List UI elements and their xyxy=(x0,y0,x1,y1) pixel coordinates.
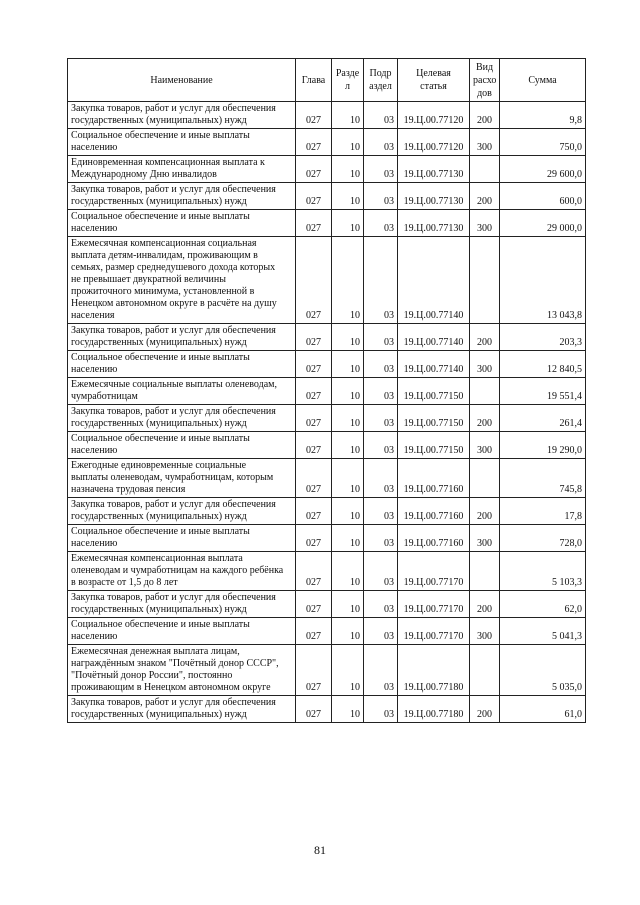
row-target: 19.Ц.00.77140 xyxy=(398,324,470,351)
row-subsection: 03 xyxy=(364,459,398,498)
row-section: 10 xyxy=(332,618,364,645)
row-chapter: 027 xyxy=(296,645,332,696)
row-target: 19.Ц.00.77160 xyxy=(398,498,470,525)
row-chapter: 027 xyxy=(296,351,332,378)
row-amount: 745,8 xyxy=(500,459,586,498)
budget-table xyxy=(67,58,586,723)
row-name: Социальное обеспечение и иные выплаты населению xyxy=(68,210,296,237)
row-chapter: 027 xyxy=(296,525,332,552)
row-type: 200 xyxy=(470,102,500,129)
row-name: Закупка товаров, работ и услуг для обеспечения государственных (муниципальных) нужд xyxy=(68,405,296,432)
row-type: 200 xyxy=(470,405,500,432)
table-row xyxy=(68,525,586,552)
row-amount: 61,0 xyxy=(500,696,586,723)
header-target: Целевая статья xyxy=(398,59,470,102)
row-section: 10 xyxy=(332,183,364,210)
table-row xyxy=(68,237,586,324)
row-amount: 600,0 xyxy=(500,183,586,210)
row-section: 10 xyxy=(332,459,364,498)
row-subsection: 03 xyxy=(364,498,398,525)
row-chapter: 027 xyxy=(296,459,332,498)
row-name: Ежемесячные социальные выплаты оленеводам, чумработницам xyxy=(68,378,296,405)
table-row xyxy=(68,210,586,237)
table-row xyxy=(68,498,586,525)
table-row xyxy=(68,129,586,156)
row-type: 300 xyxy=(470,351,500,378)
row-amount: 13 043,8 xyxy=(500,237,586,324)
row-chapter: 027 xyxy=(296,129,332,156)
row-target: 19.Ц.00.77160 xyxy=(398,525,470,552)
row-name: Закупка товаров, работ и услуг для обеспечения государственных (муниципальных) нужд xyxy=(68,591,296,618)
row-name: Социальное обеспечение и иные выплаты населению xyxy=(68,129,296,156)
row-amount: 261,4 xyxy=(500,405,586,432)
row-chapter: 027 xyxy=(296,378,332,405)
row-subsection: 03 xyxy=(364,525,398,552)
row-chapter: 027 xyxy=(296,432,332,459)
row-name: Социальное обеспечение и иные выплаты населению xyxy=(68,618,296,645)
row-amount: 62,0 xyxy=(500,591,586,618)
header-subsection: Подр аздел xyxy=(364,59,398,102)
header-amount: Сумма xyxy=(500,59,586,102)
row-target: 19.Ц.00.77180 xyxy=(398,645,470,696)
row-chapter: 027 xyxy=(296,405,332,432)
row-amount: 17,8 xyxy=(500,498,586,525)
row-section: 10 xyxy=(332,156,364,183)
table-body xyxy=(68,102,586,723)
row-target: 19.Ц.00.77150 xyxy=(398,405,470,432)
row-amount: 9,8 xyxy=(500,102,586,129)
row-section: 10 xyxy=(332,498,364,525)
row-subsection: 03 xyxy=(364,237,398,324)
row-type xyxy=(470,645,500,696)
row-section: 10 xyxy=(332,525,364,552)
row-type: 300 xyxy=(470,210,500,237)
table-row xyxy=(68,324,586,351)
row-name: Ежемесячная компенсационная выплата оленеводам и чумработницам на каждого ребёнка в возрасте от 1,5 до 8 лет xyxy=(68,552,296,591)
table-row xyxy=(68,156,586,183)
row-amount: 19 290,0 xyxy=(500,432,586,459)
row-amount: 5 041,3 xyxy=(500,618,586,645)
row-name: Социальное обеспечение и иные выплаты населению xyxy=(68,432,296,459)
row-type: 200 xyxy=(470,591,500,618)
row-name: Социальное обеспечение и иные выплаты населению xyxy=(68,525,296,552)
row-section: 10 xyxy=(332,351,364,378)
header-section: Разде л xyxy=(332,59,364,102)
row-section: 10 xyxy=(332,696,364,723)
row-chapter: 027 xyxy=(296,498,332,525)
row-type xyxy=(470,237,500,324)
row-subsection: 03 xyxy=(364,618,398,645)
row-section: 10 xyxy=(332,645,364,696)
row-chapter: 027 xyxy=(296,591,332,618)
row-section: 10 xyxy=(332,378,364,405)
row-amount: 29 000,0 xyxy=(500,210,586,237)
row-type xyxy=(470,552,500,591)
row-target: 19.Ц.00.77130 xyxy=(398,156,470,183)
row-name: Ежегодные единовременные социальные выплаты оленеводам, чумработницам, которым назначена трудовая пенсия xyxy=(68,459,296,498)
row-subsection: 03 xyxy=(364,378,398,405)
row-amount: 5 103,3 xyxy=(500,552,586,591)
table-row xyxy=(68,645,586,696)
row-name: Закупка товаров, работ и услуг для обеспечения государственных (муниципальных) нужд xyxy=(68,324,296,351)
row-subsection: 03 xyxy=(364,210,398,237)
header-chapter: Глава xyxy=(296,59,332,102)
table-row xyxy=(68,378,586,405)
row-section: 10 xyxy=(332,210,364,237)
row-target: 19.Ц.00.77130 xyxy=(398,183,470,210)
row-amount: 5 035,0 xyxy=(500,645,586,696)
row-type xyxy=(470,156,500,183)
row-target: 19.Ц.00.77140 xyxy=(398,351,470,378)
row-amount: 19 551,4 xyxy=(500,378,586,405)
table-row xyxy=(68,351,586,378)
row-target: 19.Ц.00.77160 xyxy=(398,459,470,498)
row-target: 19.Ц.00.77140 xyxy=(398,237,470,324)
row-name: Ежемесячная компенсационная социальная выплата детям-инвалидам, проживающим в семьях, размер среднедушевого дохода которых не превышает двукратной величины прожиточного минимума, установленной в Ненецком автономном округе в расчёте на душу населения xyxy=(68,237,296,324)
row-type: 300 xyxy=(470,129,500,156)
row-amount: 12 840,5 xyxy=(500,351,586,378)
page-number: 81 xyxy=(314,843,326,857)
row-chapter: 027 xyxy=(296,102,332,129)
table-row xyxy=(68,552,586,591)
row-amount: 750,0 xyxy=(500,129,586,156)
row-chapter: 027 xyxy=(296,183,332,210)
row-section: 10 xyxy=(332,237,364,324)
table-row xyxy=(68,459,586,498)
row-chapter: 027 xyxy=(296,618,332,645)
row-name: Закупка товаров, работ и услуг для обеспечения государственных (муниципальных) нужд xyxy=(68,498,296,525)
row-subsection: 03 xyxy=(364,351,398,378)
row-name: Ежемесячная денежная выплата лицам, награждённым знаком "Почётный донор СССР", "Почётный донор России", постоянно проживающим в Ненецком автономном округе xyxy=(68,645,296,696)
header-name: Наименование xyxy=(68,59,296,102)
row-chapter: 027 xyxy=(296,696,332,723)
row-section: 10 xyxy=(332,102,364,129)
row-type: 200 xyxy=(470,696,500,723)
row-subsection: 03 xyxy=(364,405,398,432)
row-target: 19.Ц.00.77180 xyxy=(398,696,470,723)
row-type: 200 xyxy=(470,498,500,525)
row-name: Закупка товаров, работ и услуг для обеспечения государственных (муниципальных) нужд xyxy=(68,696,296,723)
row-type: 200 xyxy=(470,183,500,210)
row-section: 10 xyxy=(332,129,364,156)
row-section: 10 xyxy=(332,591,364,618)
row-target: 19.Ц.00.77170 xyxy=(398,591,470,618)
table-row xyxy=(68,591,586,618)
row-name: Единовременная компенсационная выплата к Международному Дню инвалидов xyxy=(68,156,296,183)
row-subsection: 03 xyxy=(364,129,398,156)
table-row xyxy=(68,432,586,459)
row-type xyxy=(470,378,500,405)
table-row xyxy=(68,618,586,645)
row-chapter: 027 xyxy=(296,210,332,237)
table-row xyxy=(68,405,586,432)
row-subsection: 03 xyxy=(364,156,398,183)
row-type xyxy=(470,459,500,498)
table-row xyxy=(68,696,586,723)
row-target: 19.Ц.00.77130 xyxy=(398,210,470,237)
row-type: 300 xyxy=(470,618,500,645)
table-row xyxy=(68,102,586,129)
row-chapter: 027 xyxy=(296,237,332,324)
row-target: 19.Ц.00.77170 xyxy=(398,618,470,645)
row-section: 10 xyxy=(332,405,364,432)
row-subsection: 03 xyxy=(364,102,398,129)
row-chapter: 027 xyxy=(296,156,332,183)
row-target: 19.Ц.00.77150 xyxy=(398,432,470,459)
row-chapter: 027 xyxy=(296,552,332,591)
row-chapter: 027 xyxy=(296,324,332,351)
row-name: Закупка товаров, работ и услуг для обеспечения государственных (муниципальных) нужд xyxy=(68,183,296,210)
row-target: 19.Ц.00.77120 xyxy=(398,102,470,129)
row-section: 10 xyxy=(332,324,364,351)
header-type: Вид расхо дов xyxy=(470,59,500,102)
row-type: 200 xyxy=(470,324,500,351)
row-target: 19.Ц.00.77120 xyxy=(398,129,470,156)
row-type: 300 xyxy=(470,432,500,459)
row-subsection: 03 xyxy=(364,432,398,459)
row-subsection: 03 xyxy=(364,324,398,351)
row-name: Социальное обеспечение и иные выплаты населению xyxy=(68,351,296,378)
row-amount: 728,0 xyxy=(500,525,586,552)
row-subsection: 03 xyxy=(364,183,398,210)
row-subsection: 03 xyxy=(364,591,398,618)
table-header-row xyxy=(68,59,586,102)
row-name: Закупка товаров, работ и услуг для обеспечения государственных (муниципальных) нужд xyxy=(68,102,296,129)
row-amount: 203,3 xyxy=(500,324,586,351)
row-target: 19.Ц.00.77170 xyxy=(398,552,470,591)
row-subsection: 03 xyxy=(364,552,398,591)
table-row xyxy=(68,183,586,210)
row-section: 10 xyxy=(332,432,364,459)
row-target: 19.Ц.00.77150 xyxy=(398,378,470,405)
row-amount: 29 600,0 xyxy=(500,156,586,183)
row-section: 10 xyxy=(332,552,364,591)
row-type: 300 xyxy=(470,525,500,552)
row-subsection: 03 xyxy=(364,696,398,723)
row-subsection: 03 xyxy=(364,645,398,696)
